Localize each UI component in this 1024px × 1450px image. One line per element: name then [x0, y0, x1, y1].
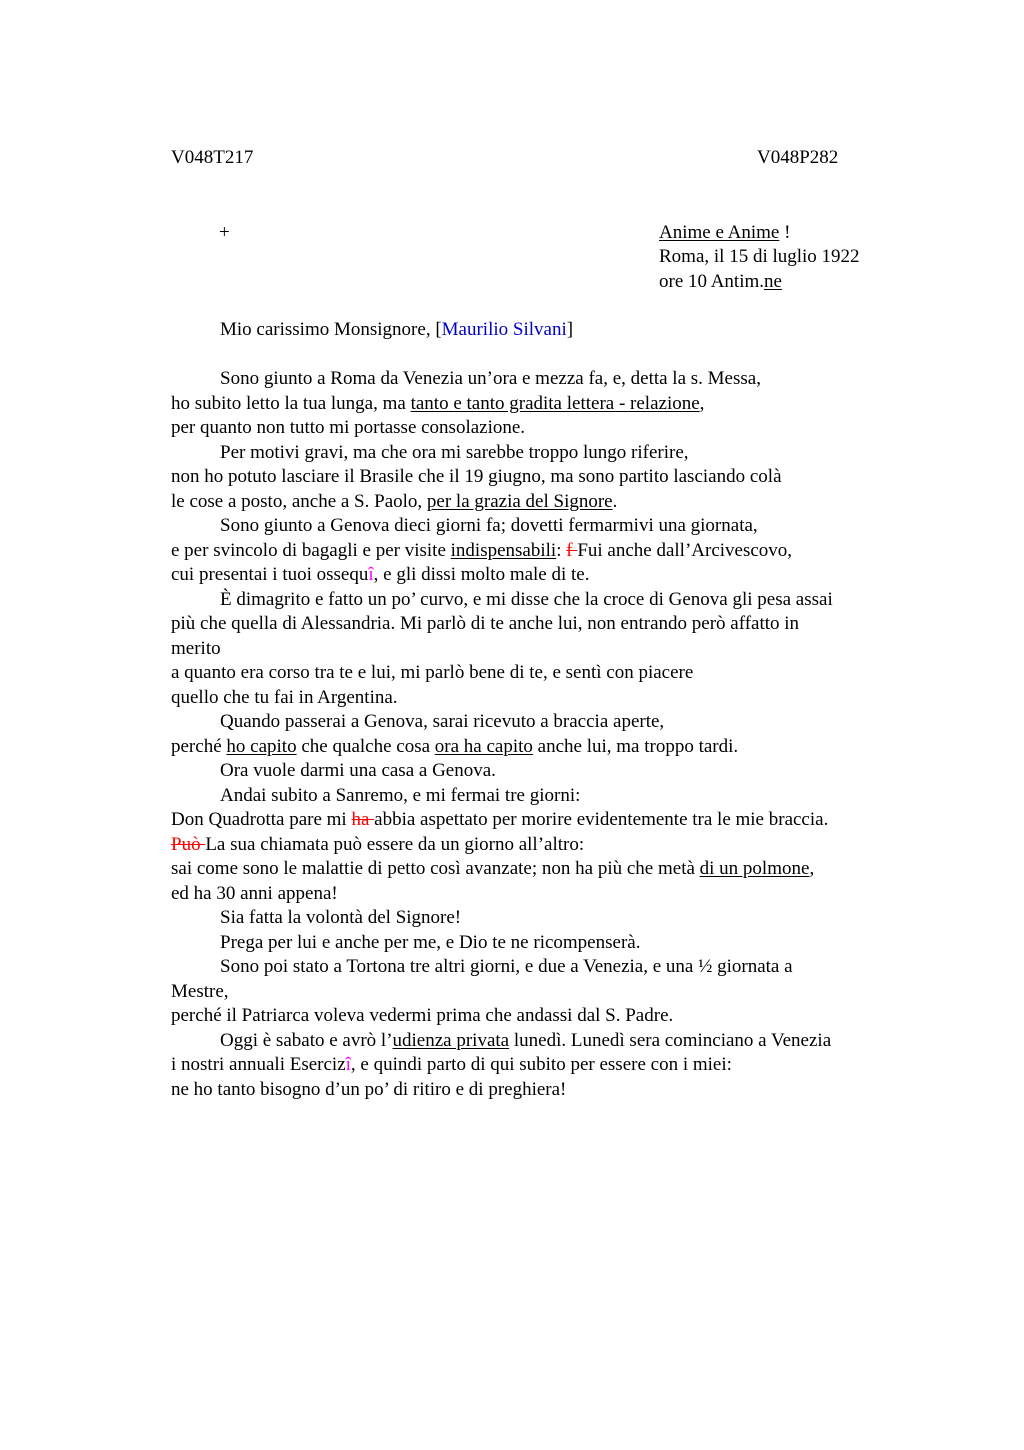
text-run: a quanto era corso tra te e lui, mi parlò bene di te, e sentì con piacere	[171, 662, 694, 683]
text-run: Sono giunto a Roma da Venezia un’ora e mezza fa, e, detta la s. Messa,	[220, 368, 761, 389]
text-run: Ora vuole darmi una casa a Genova.	[220, 760, 496, 781]
text-run: , e gli dissi molto male di te.	[373, 564, 590, 585]
letter-line	[171, 784, 901, 809]
letter-line	[171, 637, 901, 662]
motto: Anime e Anime	[659, 222, 780, 243]
letter-line	[171, 1004, 901, 1029]
text-run: Prega per lui e anche per me, e Dio te ne ricompenserà.	[220, 931, 641, 953]
text-run: È dimagrito e fatto un po’ curvo, e mi disse che la croce di Genova gli pesa assai	[220, 588, 833, 610]
text-run: perché	[171, 735, 227, 757]
letter-line	[171, 588, 901, 613]
letter-line	[171, 490, 901, 515]
text-run: :	[556, 539, 567, 561]
letter-line	[171, 392, 901, 417]
letter-line	[171, 539, 901, 564]
deleted-text: f	[566, 539, 578, 561]
underlined-text: udienza privata	[392, 1029, 510, 1051]
text-run: i nostri annuali Eserciz	[171, 1054, 346, 1075]
letter-line	[171, 906, 901, 931]
text-run: Quando passerai a Genova, sarai ricevuto a braccia aperte,	[220, 711, 665, 732]
text-run: Don Quadrotta pare mi	[171, 809, 352, 830]
text-run: non ho potuto lasciare il Brasile che il 19 giugno, ma sono partito lasciando colà	[171, 466, 782, 487]
time-line	[659, 270, 782, 294]
underlined-text: ora ha capito	[434, 735, 533, 757]
text-run: Mestre,	[171, 980, 229, 1002]
letter-line	[171, 514, 901, 539]
editorial-mark: î	[345, 1054, 351, 1075]
letter-line	[171, 563, 901, 588]
letter-line	[171, 465, 901, 490]
letter-line	[171, 857, 901, 882]
letter-line	[171, 710, 901, 735]
letter-line	[171, 1053, 901, 1078]
letter-body	[171, 367, 901, 1102]
letter-line	[171, 612, 901, 637]
text-run: le cose a posto, anche a S. Paolo,	[171, 490, 427, 512]
salutation-text: Mio carissimo Monsignore, [	[220, 319, 442, 340]
text-run: ho subito letto la tua lunga, ma	[171, 392, 411, 414]
underlined-text: tanto e tanto gradita lettera - relazione	[410, 392, 700, 414]
letter-line	[171, 808, 901, 833]
underlined-text: per la grazia del Signore	[426, 490, 613, 512]
editorial-mark: î	[368, 564, 374, 585]
motto-line	[659, 221, 790, 245]
text-run: Sono poi stato a Tortona tre altri giorni, e due a Venezia, e una ½ giornata a	[220, 956, 793, 977]
letter-line	[171, 980, 901, 1005]
text-run: Sono giunto a Genova dieci giorni fa; dovetti fermarmivi una giornata,	[220, 515, 758, 536]
text-run: che qualche cosa	[296, 735, 435, 757]
deleted-text: Può	[171, 833, 206, 855]
text-run: quello che tu fai in Argentina.	[171, 686, 398, 708]
text-run: sai come sono le malattie di petto così avanzate; non ha più che metà	[171, 858, 700, 879]
salutation	[220, 318, 573, 342]
text-run: Per motivi gravi, ma che ora mi sarebbe troppo lungo riferire,	[220, 441, 689, 463]
text-run: abbia aspettato per morire evidentemente tra le mie braccia.	[374, 809, 829, 830]
letter-line	[171, 759, 901, 784]
text-run: Sia fatta la volontà del Signore!	[220, 907, 462, 928]
recipient-name: Maurilio Silvani	[441, 319, 567, 340]
letter-line	[171, 1029, 901, 1054]
text-run: anche lui, ma troppo tardi.	[532, 735, 739, 757]
text-run: per quanto non tutto mi portasse consolazione.	[171, 417, 526, 438]
text-run: ,	[809, 858, 815, 879]
letter-line	[171, 661, 901, 686]
letter-line	[171, 416, 901, 441]
letter-line	[171, 441, 901, 466]
text-run: Fui anche dall’Arcivescovo,	[577, 539, 793, 561]
letter-line	[171, 833, 901, 858]
text-run: ,	[699, 392, 705, 414]
letter-line	[171, 367, 901, 392]
text-run: lunedì. Lunedì sera cominciano a Venezia	[509, 1029, 832, 1051]
time-abbrev-suffix: ne	[764, 271, 782, 292]
place-date: Roma, il 15 di luglio 1922	[659, 246, 860, 267]
text-run: .	[612, 490, 618, 512]
letter-line	[171, 955, 901, 980]
deleted-text: ha	[351, 809, 375, 830]
text-run: Andai subito a Sanremo, e mi fermai tre giorni:	[220, 784, 581, 806]
text-run: perché il Patriarca voleva vedermi prima che andassi dal S. Padre.	[171, 1005, 674, 1026]
document-code-left: V048T217	[171, 147, 254, 168]
time-text: ore 10 Antim.	[659, 271, 765, 292]
text-run: La sua chiamata può essere da un giorno all’altro:	[205, 833, 585, 855]
text-run: ne ho tanto bisogno d’un po’ di ritiro e di preghiera!	[171, 1078, 567, 1100]
letter-line	[171, 882, 901, 907]
cross-symbol: +	[219, 222, 230, 243]
motto-exclamation: !	[779, 222, 791, 243]
letter-line	[171, 1078, 901, 1103]
underlined-text: ho capito	[226, 735, 297, 757]
salutation-bracket: ]	[566, 319, 574, 340]
underlined-text: di un polmone	[699, 858, 810, 879]
text-run: cui presentai i tuoi ossequ	[171, 564, 369, 585]
text-run: più che quella di Alessandria. Mi parlò di te anche lui, non entrando però affatto in	[171, 613, 800, 634]
text-run: merito	[171, 637, 221, 659]
text-run: ed ha 30 anni appena!	[171, 882, 338, 904]
letter-line	[171, 931, 901, 956]
text-run: , e quindi parto di qui subito per essere con i miei:	[350, 1054, 732, 1075]
underlined-text: indispensabili	[450, 539, 557, 561]
letter-line	[171, 735, 901, 760]
text-run: e per svincolo di bagagli e per visite	[171, 539, 451, 561]
text-run: Oggi è sabato e avrò l’	[220, 1029, 393, 1051]
document-code-right: V048P282	[757, 147, 839, 168]
letter-line	[171, 686, 901, 711]
